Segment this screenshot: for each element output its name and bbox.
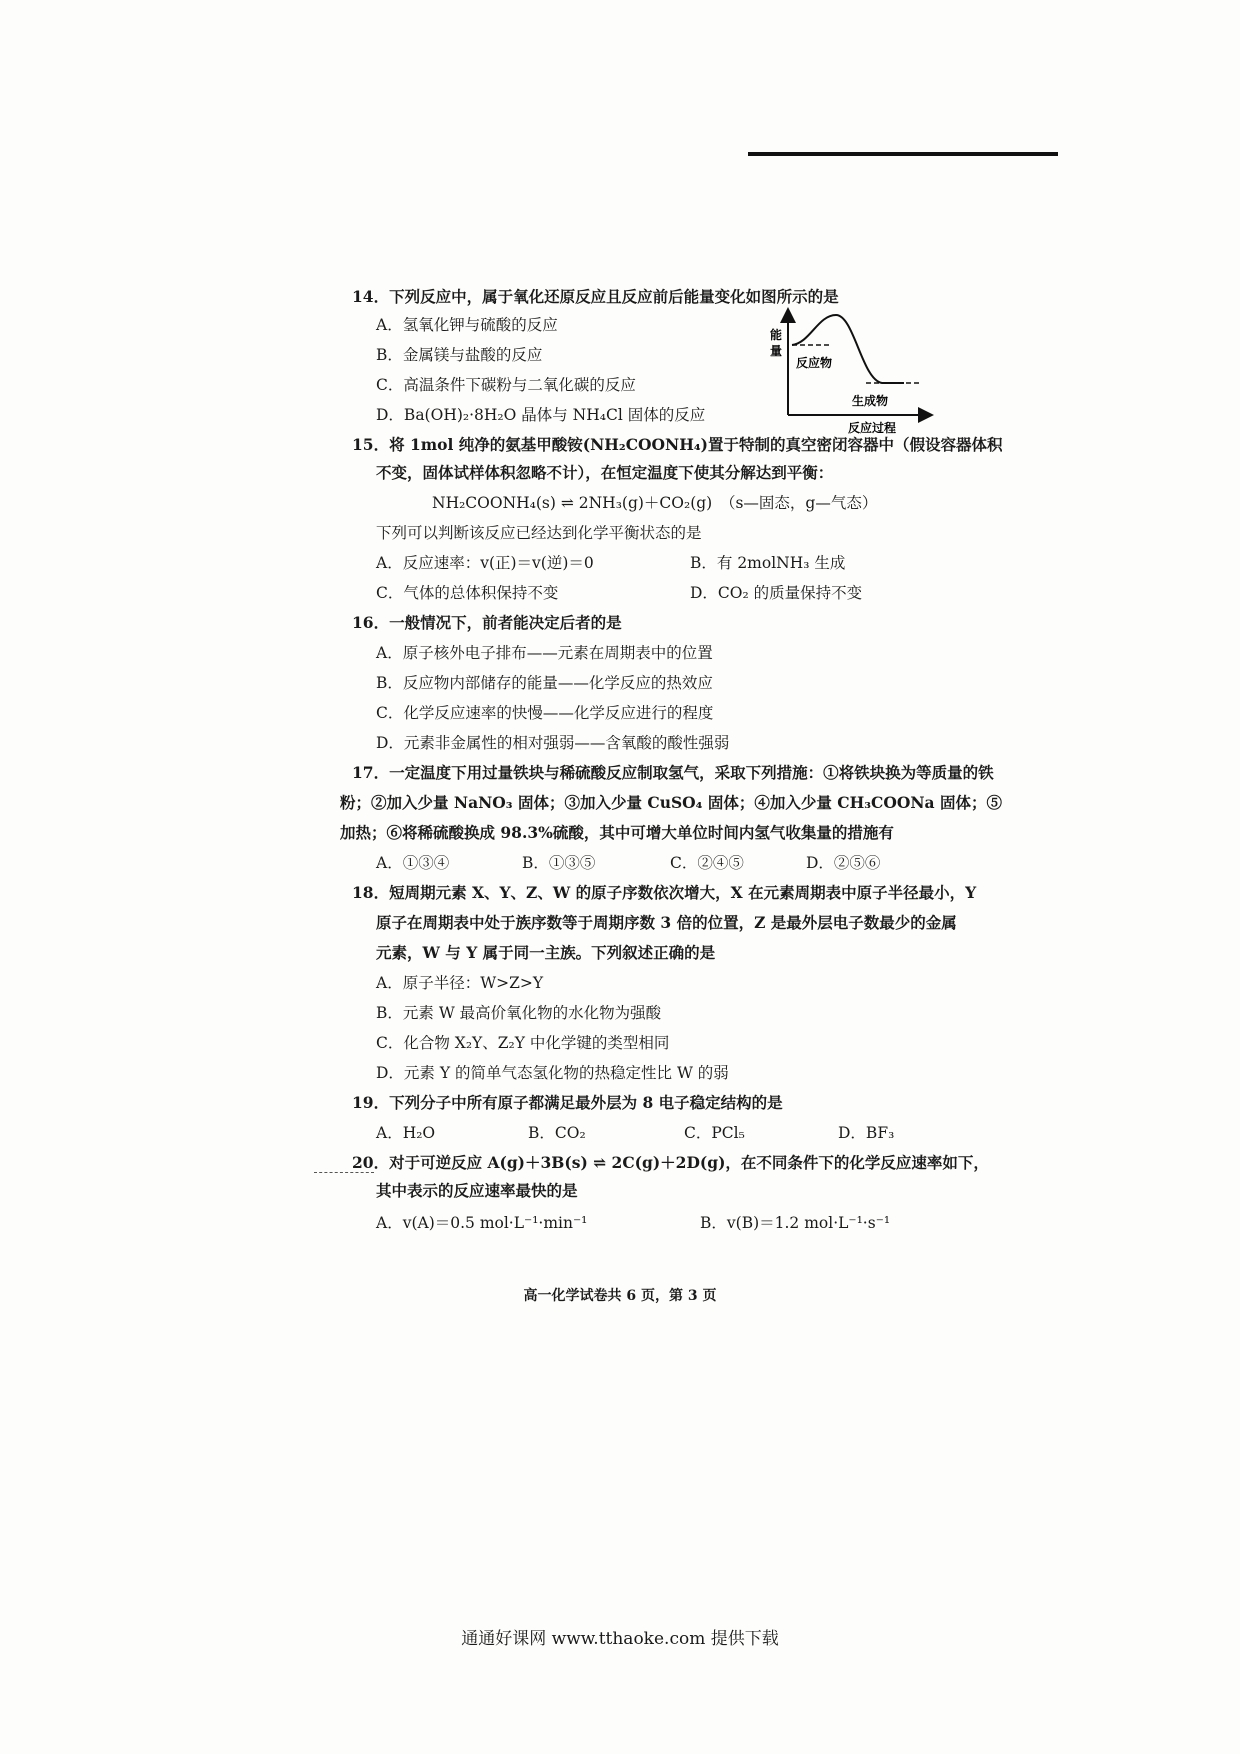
q18-stem-3: 元素，W 与 Y 属于同一主族。下列叙述正确的是 (376, 943, 716, 962)
q15-equation: NH₂COONH₄(s) ⇌ 2NH₃(g)＋CO₂(g) （s—固态，g—气态） (432, 494, 878, 512)
q17-option-b: B．①③⑤ (522, 854, 596, 872)
q20-option-b: B．v(B)＝1.2 mol·L⁻¹·s⁻¹ (700, 1214, 891, 1232)
q17-stem-1: 17．一定温度下用过量铁块与稀硫酸反应制取氢气，采取下列措施：①将铁块换为等质量的铁 (352, 763, 994, 782)
y-label-1: 能 (770, 328, 783, 342)
q15-option-b: B．有 2molNH₃ 生成 (690, 554, 846, 572)
q20-option-a: A．v(A)＝0.5 mol·L⁻¹·min⁻¹ (376, 1214, 588, 1232)
q15-stem-1: 15．将 1mol 纯净的氨基甲酸铵(NH₂COONH₄)置于特制的真空密闭容器中（假设容器体积 (352, 435, 1003, 454)
q14-option-c: C．高温条件下碳粉与二氧化碳的反应 (376, 376, 636, 394)
q19-option-d: D．BF₃ (838, 1124, 895, 1142)
q15-option-c: C．气体的总体积保持不变 (376, 584, 559, 602)
q17-stem-3: 加热；⑥将稀硫酸换成 98.3%硫酸，其中可增大单位时间内氢气收集量的措施有 (340, 823, 894, 842)
q18-option-b: B．元素 W 最高价氧化物的水化物为强酸 (376, 1004, 662, 1022)
q14-option-b: B．金属镁与盐酸的反应 (376, 346, 543, 364)
q18-option-d: D．元素 Y 的简单气态氢化物的热稳定性比 W 的弱 (376, 1064, 729, 1082)
energy-curve (792, 315, 904, 383)
q19-stem: 19．下列分子中所有原子都满足最外层为 8 电子稳定结构的是 (352, 1093, 783, 1112)
q18-stem-2: 原子在周期表中处于族序数等于周期序数 3 倍的位置，Z 是最外层电子数最少的金属 (376, 913, 957, 932)
q18-option-a: A．原子半径：W>Z>Y (376, 974, 544, 992)
q14-option-d: D．Ba(OH)₂·8H₂O 晶体与 NH₄Cl 固体的反应 (376, 406, 706, 424)
download-watermark[interactable]: 通通好课网 www.tthaoke.com 提供下载 (461, 1629, 779, 1649)
product-label: 生成物 (852, 394, 889, 408)
q17-option-d: D．②⑤⑥ (806, 854, 881, 872)
q17-option-c: C．②④⑤ (670, 854, 744, 872)
q14-option-a: A．氢氧化钾与硫酸的反应 (376, 316, 558, 334)
q16-option-d: D．元素非金属性的相对强弱——含氧酸的酸性强弱 (376, 734, 730, 752)
q16-option-c: C．化学反应速率的快慢——化学反应进行的程度 (376, 704, 714, 722)
q15-option-d: D．CO₂ 的质量保持不变 (690, 584, 863, 602)
y-label-2: 量 (770, 344, 783, 358)
q15-stem-2: 不变，固体试样体积忽略不计），在恒定温度下使其分解达到平衡： (376, 463, 834, 482)
q20-stem-1: 20．对于可逆反应 A(g)＋3B(s) ⇌ 2C(g)＋2D(g)，在不同条件下的化学反应速率如下， (352, 1153, 989, 1172)
q16-stem: 16．一般情况下，前者能决定后者的是 (352, 613, 622, 632)
q20-stem-2: 其中表示的反应速率最快的是 (376, 1181, 578, 1200)
q18-stem-1: 18．短周期元素 X、Y、Z、W 的原子序数依次增大，X 在元素周期表中原子半径最小，Y (352, 883, 977, 902)
q19-option-c: C．PCl₅ (684, 1124, 745, 1142)
reactant-label: 反应物 (796, 356, 833, 370)
energy-diagram (770, 305, 950, 437)
q18-option-c: C．化合物 X₂Y、Z₂Y 中化学键的类型相同 (376, 1034, 670, 1052)
q15-stem-3: 下列可以判断该反应已经达到化学平衡状态的是 (376, 524, 702, 542)
q17-option-a: A．①③④ (376, 854, 450, 872)
q14-stem: 14．下列反应中，属于氧化还原反应且反应前后能量变化如图所示的是 (352, 287, 839, 306)
page-footer: 高一化学试卷共 6 页，第 3 页 (523, 1288, 717, 1304)
q19-option-b: B．CO₂ (528, 1124, 586, 1142)
q19-option-a: A．H₂O (376, 1124, 436, 1142)
header-rule (748, 152, 1058, 156)
q15-option-a: A．反应速率：v(正)＝v(逆)＝0 (376, 554, 594, 572)
x-label: 反应过程 (848, 421, 897, 435)
q16-option-a: A．原子核外电子排布——元素在周期表中的位置 (376, 644, 713, 662)
q16-option-b: B．反应物内部储存的能量——化学反应的热效应 (376, 674, 713, 692)
q17-stem-2: 粉；②加入少量 NaNO₃ 固体；③加入少量 CuSO₄ 固体；④加入少量 CH₃COONa 固体；⑤ (340, 793, 1002, 812)
